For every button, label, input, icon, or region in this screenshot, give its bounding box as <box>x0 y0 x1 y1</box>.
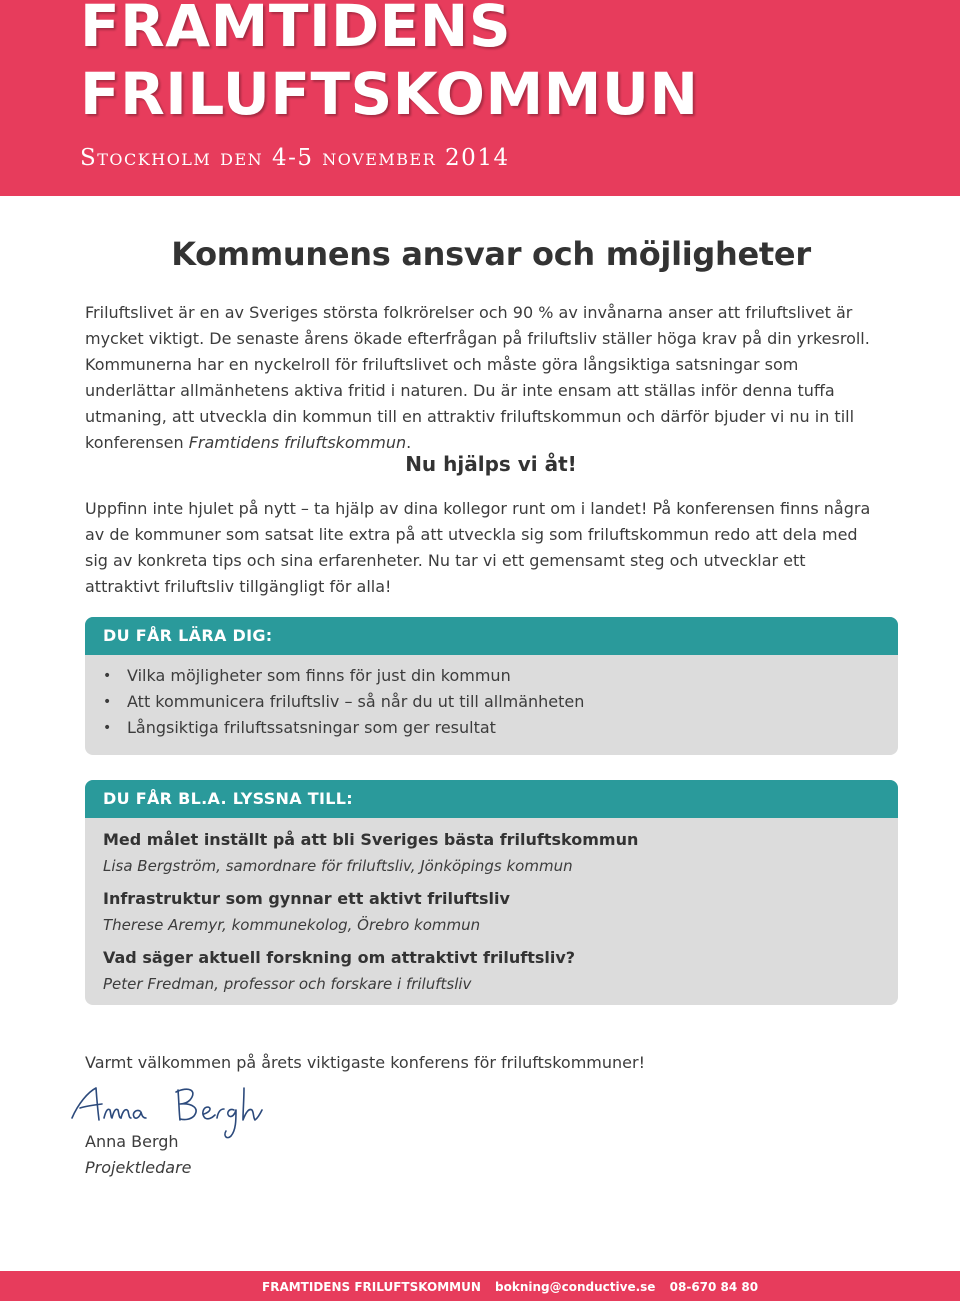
subheading: Nu hjälps vi åt! <box>405 452 577 476</box>
list-item-text: Långsiktiga friluftssatsningar som ger resultat <box>127 718 496 737</box>
talk-speaker: Therese Aremyr, kommunekolog, Örebro kommun <box>103 916 481 934</box>
welcome-text: Varmt välkommen på årets viktigaste konferens för friluftskommuner! <box>85 1053 646 1072</box>
event-title-line2: FRILUFTSKOMMUN <box>80 60 699 128</box>
footer-contact <box>262 1271 768 1303</box>
talk-title: Vad säger aktuell forskning om attraktivt friluftsliv? <box>103 948 576 967</box>
signer-name: Anna Bergh <box>85 1132 179 1151</box>
intro-paragraph <box>85 300 885 456</box>
list-item <box>103 663 898 689</box>
learn-box <box>85 617 898 755</box>
list-item <box>103 715 898 741</box>
bullet-icon: • <box>103 668 112 684</box>
header-banner <box>0 0 960 196</box>
event-date-location: Stockholm den 4-5 november 2014 <box>80 145 510 171</box>
page-heading: Kommunens ansvar och möjligheter <box>171 235 811 273</box>
signer-role: Projektledare <box>85 1158 192 1177</box>
footer-organization: FRAMTIDENS FRILUFTSKOMMUN <box>262 1280 481 1294</box>
list-item <box>103 689 898 715</box>
talk-item <box>103 945 898 997</box>
talk-item <box>103 886 898 938</box>
list-item-text: Att kommunicera friluftsliv – så når du ut till allmänheten <box>127 692 585 711</box>
footer-bar <box>0 1271 960 1301</box>
bullet-icon: • <box>103 694 112 710</box>
talk-speaker: Peter Fredman, professor och forskare i friluftsliv <box>103 975 472 993</box>
learn-list <box>85 655 898 741</box>
event-title <box>80 0 699 128</box>
intro-end: . <box>406 433 412 452</box>
footer-email-link[interactable]: bokning@conductive.se <box>495 1280 656 1294</box>
intro-text: Friluftslivet är en av Sveriges största folkrörelser och 90 % av invånarna anser att friluftslivet är mycket viktigt. De senaste årens ökade efterfrågan på friluftsliv ställer höga krav på din yrkesroll. Kommunerna har en nyckelroll för friluftslivet och måste göra långsiktiga satsningar som underlättar allmänhetens aktiva fritid i naturen. Du är inte ensam att ställas inför denna tuffa utmaning, att utveckla din kommun till en attraktiv friluftskommun och därför bjuder vi nu in till konferensen <box>85 303 870 452</box>
speakers-box <box>85 780 898 1005</box>
talk-title: Infrastruktur som gynnar ett aktivt friluftsliv <box>103 889 510 908</box>
speakers-list <box>85 818 898 997</box>
talk-speaker: Lisa Bergström, samordnare för friluftsliv, Jönköpings kommun <box>103 857 573 875</box>
footer-phone: 08-670 84 80 <box>669 1280 759 1294</box>
speakers-box-title: DU FÅR BL.A. LYSSNA TILL: <box>85 780 898 818</box>
talk-title: Med målet inställt på att bli Sveriges bästa friluftskommun <box>103 830 639 849</box>
conference-name: Framtidens friluftskommun <box>188 433 407 452</box>
body-paragraph: Uppfinn inte hjulet på nytt – ta hjälp av dina kollegor runt om i landet! På konferensen finns några av de kommuner som satsat lite extra på att utveckla sig som friluftskommun redo att dela med sig av konkreta tips och sina erfarenheter. Nu tar vi ett gemensamt steg och utvecklar ett attraktivt friluftsliv tillgängligt för alla! <box>85 499 871 596</box>
talk-item <box>103 827 898 879</box>
event-title-line1: FRAMTIDENS <box>80 0 512 60</box>
learn-box-title: DU FÅR LÄRA DIG: <box>85 617 898 655</box>
list-item-text: Vilka möjligheter som finns för just din kommun <box>127 666 511 685</box>
bullet-icon: • <box>103 720 112 736</box>
